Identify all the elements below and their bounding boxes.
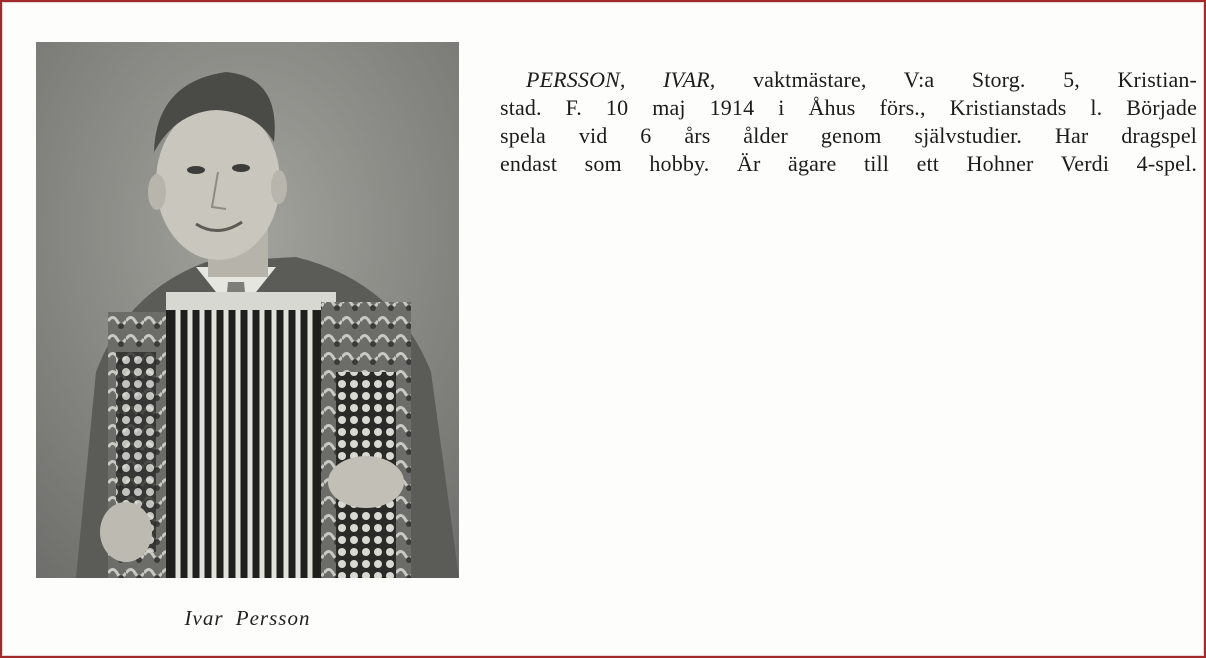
entry-name: PERSSON, IVAR,	[526, 67, 716, 92]
bio-line-4: endast som hobby. Är ägare till ett Hohner Verdi 4-spel.	[500, 151, 1197, 176]
portrait-illustration	[36, 42, 459, 578]
biography-entry	[500, 66, 1197, 178]
bio-line-1-text: vaktmästare, V:a Storg. 5, Kristian-	[715, 67, 1197, 92]
bio-line-1	[500, 66, 1197, 94]
bio-line-3: spela vid 6 års ålder genom självstudier. Har dragspel	[500, 123, 1197, 148]
portrait-photo	[36, 42, 459, 578]
photo-caption: Ivar Persson	[184, 606, 311, 630]
bio-line-2: stad. F. 10 maj 1914 i Åhus förs., Kristianstads l. Började	[500, 95, 1197, 120]
